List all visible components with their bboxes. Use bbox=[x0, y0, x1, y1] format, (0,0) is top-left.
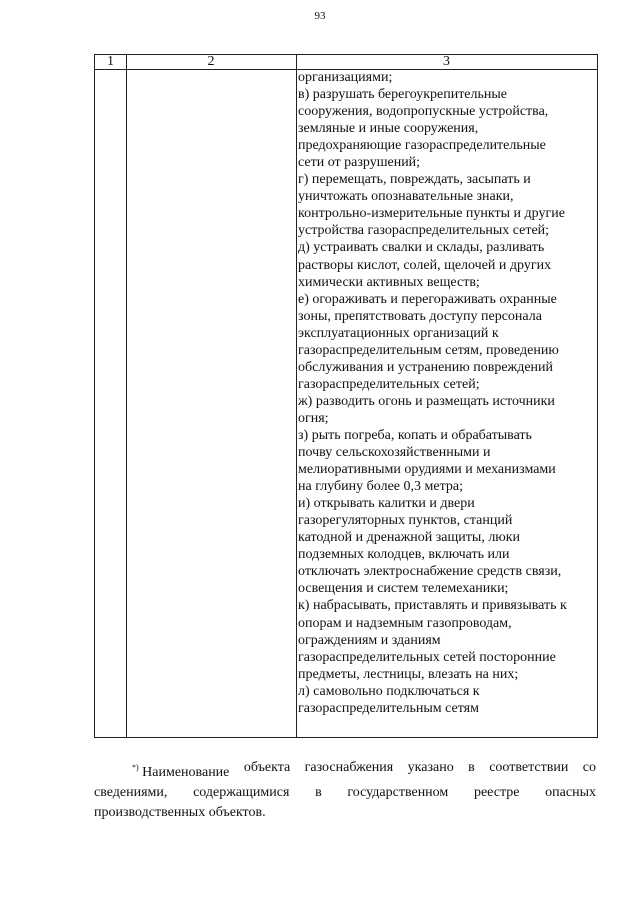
footnote-line-3: производственных объектов. bbox=[94, 805, 266, 820]
table-text-line: предметы, лестницы, влезать на них; bbox=[298, 666, 519, 682]
footnote-word-text: газоснабжения bbox=[304, 760, 394, 775]
table-text-line: и) открывать калитки и двери bbox=[298, 496, 475, 512]
table-text-line: е) огораживать и перегораживать охранные bbox=[298, 291, 557, 307]
column-divider-1 bbox=[126, 55, 127, 737]
table-text-line: химически активных веществ; bbox=[298, 274, 480, 290]
footnote-word: реестре bbox=[473, 785, 520, 800]
table-text-line: катодной и дренажной защиты, люки bbox=[298, 530, 521, 546]
table-text-line: растворы кислот, солей, щелочей и других bbox=[298, 257, 552, 273]
table-text-line: подземных колодцев, включать или bbox=[298, 547, 510, 563]
table-header-col-1: 1 bbox=[107, 54, 114, 69]
table-text-line: в) разрушать берегоукрепительные bbox=[298, 87, 508, 103]
page-number: 93 bbox=[314, 10, 326, 22]
footnote-word-text: со bbox=[582, 760, 596, 775]
table-text-line: зоны, препятствовать доступу персонала bbox=[298, 308, 542, 324]
table-text-line: ограждениям и зданиям bbox=[298, 632, 441, 648]
table-text-line: газораспределительных сетей посторонние bbox=[298, 649, 556, 665]
footnote-word-text: Наименование bbox=[142, 765, 230, 780]
table-text-line: г) перемещать, повреждать, засыпать и bbox=[298, 172, 531, 188]
table-text-line: отключать электроснабжение средств связи, bbox=[298, 564, 562, 580]
footnote-word: государственном bbox=[347, 785, 449, 800]
footnote-word: содержащимися bbox=[193, 785, 290, 800]
footnote-word bbox=[408, 758, 454, 783]
table-header-col-3: 3 bbox=[443, 54, 450, 69]
table-header-col-2: 2 bbox=[207, 54, 215, 69]
table-text-line: обслуживания и устранению повреждений bbox=[298, 359, 554, 375]
footnote-word: сведениями, bbox=[94, 785, 168, 800]
footnote-line-1 bbox=[108, 758, 596, 783]
table-text-line: ж) разводить огонь и размещать источники bbox=[298, 393, 555, 409]
table-text-line: сооружения, водопропускные устройства, bbox=[298, 104, 549, 120]
table-text-line: организациями; bbox=[298, 70, 393, 85]
table-text-line: к) набрасывать, приставлять и привязывать к bbox=[298, 598, 567, 614]
table-text-line: контрольно-измерительные пункты и другие bbox=[298, 206, 565, 222]
table-text-line: почву сельскохозяйственными и bbox=[298, 445, 491, 461]
table-text-line: предохраняющие газораспределительные bbox=[298, 138, 546, 154]
table-text-line: эксплуатационных организаций к bbox=[298, 325, 499, 341]
table-cell-col-3 bbox=[298, 69, 598, 717]
table-text-line: газорегуляторных пунктов, станций bbox=[298, 513, 513, 529]
footnote-word bbox=[468, 758, 475, 783]
table-text-line: опорам и надземным газопроводам, bbox=[298, 615, 512, 631]
table-text-line: огня; bbox=[298, 410, 329, 426]
table-text-line: на глубину более 0,3 метра; bbox=[298, 479, 463, 495]
footnote bbox=[94, 758, 596, 823]
table-text-line: сети от разрушений; bbox=[298, 155, 421, 171]
footnote-mark: *) bbox=[132, 763, 139, 772]
footnote-word bbox=[305, 758, 394, 783]
table-text-line: д) устраивать свалки и склады, разливать bbox=[298, 240, 545, 256]
footnote-word: опасных bbox=[545, 785, 596, 800]
table-text-line: земляные и иные сооружения, bbox=[298, 121, 479, 137]
footnote-word bbox=[583, 758, 596, 783]
table-text-line: устройства газораспределительных сетей; bbox=[298, 223, 550, 239]
table-text-line: газораспределительным сетям, проведению bbox=[298, 342, 559, 358]
footnote-word-text: в bbox=[468, 760, 475, 775]
footnote-word: в bbox=[315, 785, 322, 800]
table-text-line: газораспределительных сетей; bbox=[298, 376, 480, 392]
table-header-row bbox=[95, 55, 597, 70]
table-text-line: освещения и систем телемеханики; bbox=[298, 581, 509, 597]
footnote-word bbox=[244, 758, 290, 783]
table-text-line: л) самовольно подключаться к bbox=[298, 683, 480, 699]
requirements-table bbox=[94, 54, 598, 738]
column-divider-2 bbox=[296, 55, 297, 737]
footnote-line-2 bbox=[94, 783, 596, 803]
table-text-line: газораспределительным сетям bbox=[298, 700, 479, 716]
table-text-line: уничтожать опознавательные знаки, bbox=[298, 189, 514, 205]
footnote-word-text: указано bbox=[407, 760, 454, 775]
table-text-line: мелиоративными орудиями и механизмами bbox=[298, 462, 556, 478]
footnote-word bbox=[132, 758, 229, 783]
footnote-word-text: объекта bbox=[243, 760, 291, 775]
table-text-line: з) рыть погреба, копать и обрабатывать bbox=[298, 427, 532, 443]
footnote-word bbox=[489, 758, 568, 783]
footnote-word-text: соответствии bbox=[489, 760, 569, 775]
